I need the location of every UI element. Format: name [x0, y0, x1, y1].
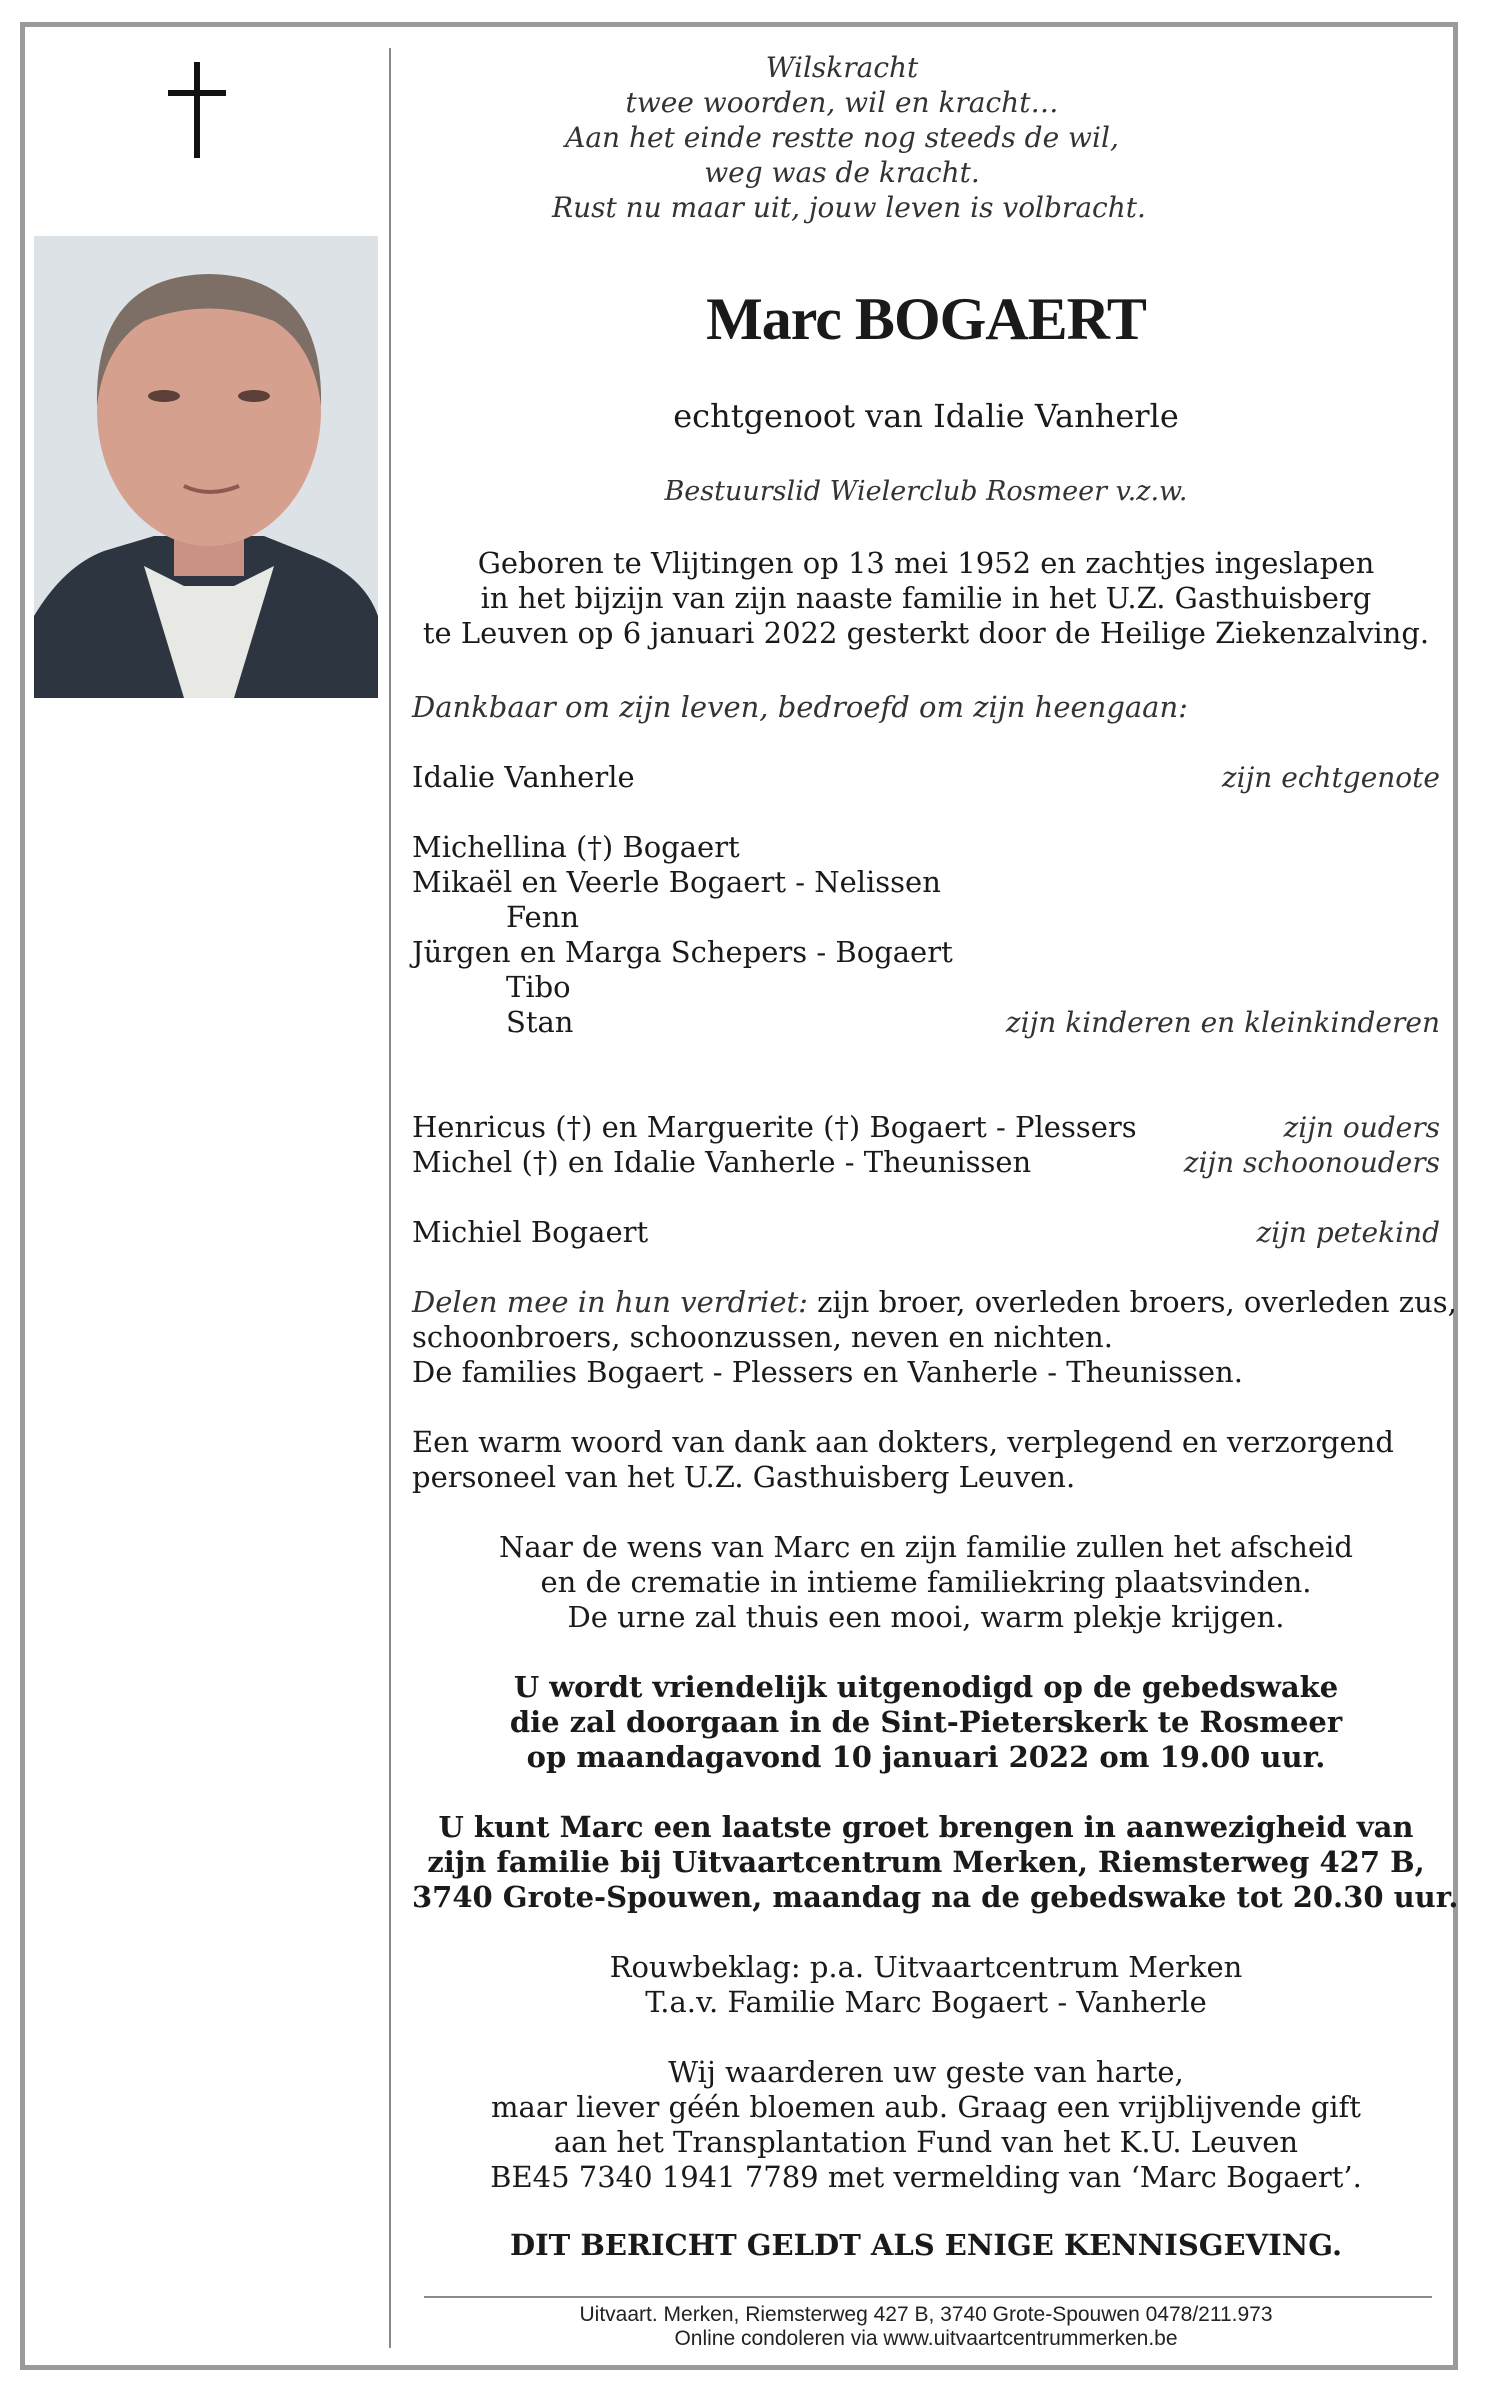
- condolence-address: [412, 1950, 1440, 2020]
- poem: [552, 50, 1146, 225]
- family-relation: zijn echtgenote: [1221, 761, 1440, 794]
- birth-line: te Leuven op 6 januari 2022 gesterkt door de Heilige Ziekenzalving.: [422, 616, 1430, 650]
- footer-divider: [424, 2296, 1432, 2298]
- family-name: Michiel Bogaert: [412, 1215, 649, 1249]
- family-name: Mikaël en Veerle Bogaert - Nelissen: [412, 865, 941, 899]
- address-line: Rouwbeklag: p.a. Uitvaartcentrum Merken: [609, 1950, 1243, 1984]
- vigil-line: die zal doorgaan in de Sint-Pieterskerk te Rosmeer: [509, 1705, 1343, 1739]
- spouse-line: echtgenoot van Idalie Vanherle: [673, 397, 1179, 435]
- visit-paragraph: [412, 1810, 1459, 1915]
- donation-line: maar liever géén bloemen aub. Graag een vrijblijvende gift: [491, 2090, 1361, 2124]
- footer: [412, 2303, 1440, 2351]
- staff-thanks-line: Een warm woord van dank aan dokters, verplegend en verzorgend: [412, 1425, 1394, 1459]
- poem-line: Aan het einde restte nog steeds de wil,: [565, 121, 1119, 154]
- vigil-paragraph: [412, 1670, 1440, 1775]
- address-line: T.a.v. Familie Marc Bogaert - Vanherle: [645, 1985, 1207, 2019]
- family-name: Fenn: [506, 900, 580, 934]
- family-name: Michellina (†) Bogaert: [412, 830, 740, 864]
- wish-line: Naar de wens van Marc en zijn familie zullen het afscheid: [499, 1530, 1353, 1564]
- visit-line: 3740 Grote-Spouwen, maandag na de gebedswake tot 20.30 uur.: [412, 1880, 1459, 1914]
- family-name: Michel (†) en Idalie Vanherle - Theunissen: [412, 1145, 1032, 1179]
- deceased-name: Marc BOGAERT: [706, 286, 1146, 352]
- family-name: Jürgen en Marga Schepers - Bogaert: [412, 935, 953, 969]
- poem-line: Wilskracht: [765, 51, 919, 84]
- thanks-line: Dankbaar om zijn leven, bedroefd om zijn heengaan:: [412, 690, 1188, 724]
- family-relation: zijn schoonouders: [1183, 1146, 1440, 1179]
- share-text: schoonbroers, schoonzussen, neven en nichten.: [412, 1320, 1113, 1354]
- vigil-line: U wordt vriendelijk uitgenodigd op de gebedswake: [513, 1670, 1339, 1704]
- poem-line: weg was de kracht.: [704, 156, 980, 189]
- children-list: [412, 830, 1440, 1040]
- portrait-photo: [34, 236, 378, 698]
- families-line: De families Bogaert - Plessers en Vanherle - Theunissen.: [412, 1355, 1243, 1389]
- spouse-entry: [412, 760, 1440, 795]
- wish-line: De urne zal thuis een mooi, warm plekje krijgen.: [567, 1600, 1285, 1634]
- parents-list: [412, 1110, 1440, 1180]
- share-label: Delen mee in hun verdriet:: [412, 1285, 808, 1319]
- family-name: Idalie Vanherle: [412, 760, 635, 794]
- wish-line: en de crematie in intieme familiekring plaatsvinden.: [540, 1565, 1312, 1599]
- visit-line: zijn familie bij Uitvaartcentrum Merken, Riemsterweg 427 B,: [427, 1845, 1425, 1879]
- donation-paragraph: [412, 2055, 1440, 2195]
- staff-thanks: [412, 1425, 1440, 1495]
- birth-line: in het bijzijn van zijn naaste familie in het U.Z. Gasthuisberg: [480, 581, 1372, 615]
- visit-line: U kunt Marc een laatste groet brengen in aanwezigheid van: [438, 1810, 1414, 1844]
- footer-website: Online condoleren via www.uitvaartcentrummerken.be: [674, 2327, 1178, 2350]
- share-paragraph: [412, 1285, 1457, 1355]
- donation-line: Wij waarderen uw geste van harte,: [668, 2055, 1184, 2089]
- birth-line: Geboren te Vlijtingen op 13 mei 1952 en zachtjes ingeslapen: [477, 546, 1375, 580]
- family-relation: zijn kinderen en kleinkinderen: [1005, 1006, 1440, 1039]
- family-relation: zijn petekind: [1256, 1216, 1440, 1249]
- birth-paragraph: [412, 546, 1440, 651]
- family-relation: zijn ouders: [1283, 1111, 1440, 1144]
- staff-thanks-line: personeel van het U.Z. Gasthuisberg Leuven.: [412, 1460, 1076, 1494]
- share-text: zijn broer, overleden broers, overleden zus,: [807, 1285, 1457, 1319]
- family-name: Stan: [506, 1005, 574, 1039]
- poem-line: twee woorden, wil en kracht…: [625, 86, 1059, 119]
- family-name: Henricus (†) en Marguerite (†) Bogaert - Plessers: [412, 1110, 1137, 1144]
- wish-paragraph: [412, 1530, 1440, 1635]
- footer-address: Uitvaart. Merken, Riemsterweg 427 B, 3740 Grote-Spouwen 0478/211.973: [579, 2303, 1273, 2326]
- donation-line: aan het Transplantation Fund van het K.U. Leuven: [553, 2125, 1299, 2159]
- donation-line: BE45 7340 1941 7789 met vermelding van ‘Marc Bogaert’.: [490, 2160, 1362, 2194]
- family-name: Tibo: [506, 970, 571, 1004]
- role-line: Bestuurslid Wielerclub Rosmeer v.z.w.: [664, 476, 1188, 507]
- cross-icon: [166, 62, 226, 162]
- column-divider: [389, 48, 391, 2348]
- poem-line: Rust nu maar uit, jouw leven is volbracht.: [552, 191, 1146, 224]
- notice-line: DIT BERICHT GELDT ALS ENIGE KENNISGEVING.: [509, 2228, 1343, 2262]
- vigil-line: op maandagavond 10 januari 2022 om 19.00 uur.: [526, 1740, 1326, 1774]
- godchild-entry: [412, 1215, 1440, 1250]
